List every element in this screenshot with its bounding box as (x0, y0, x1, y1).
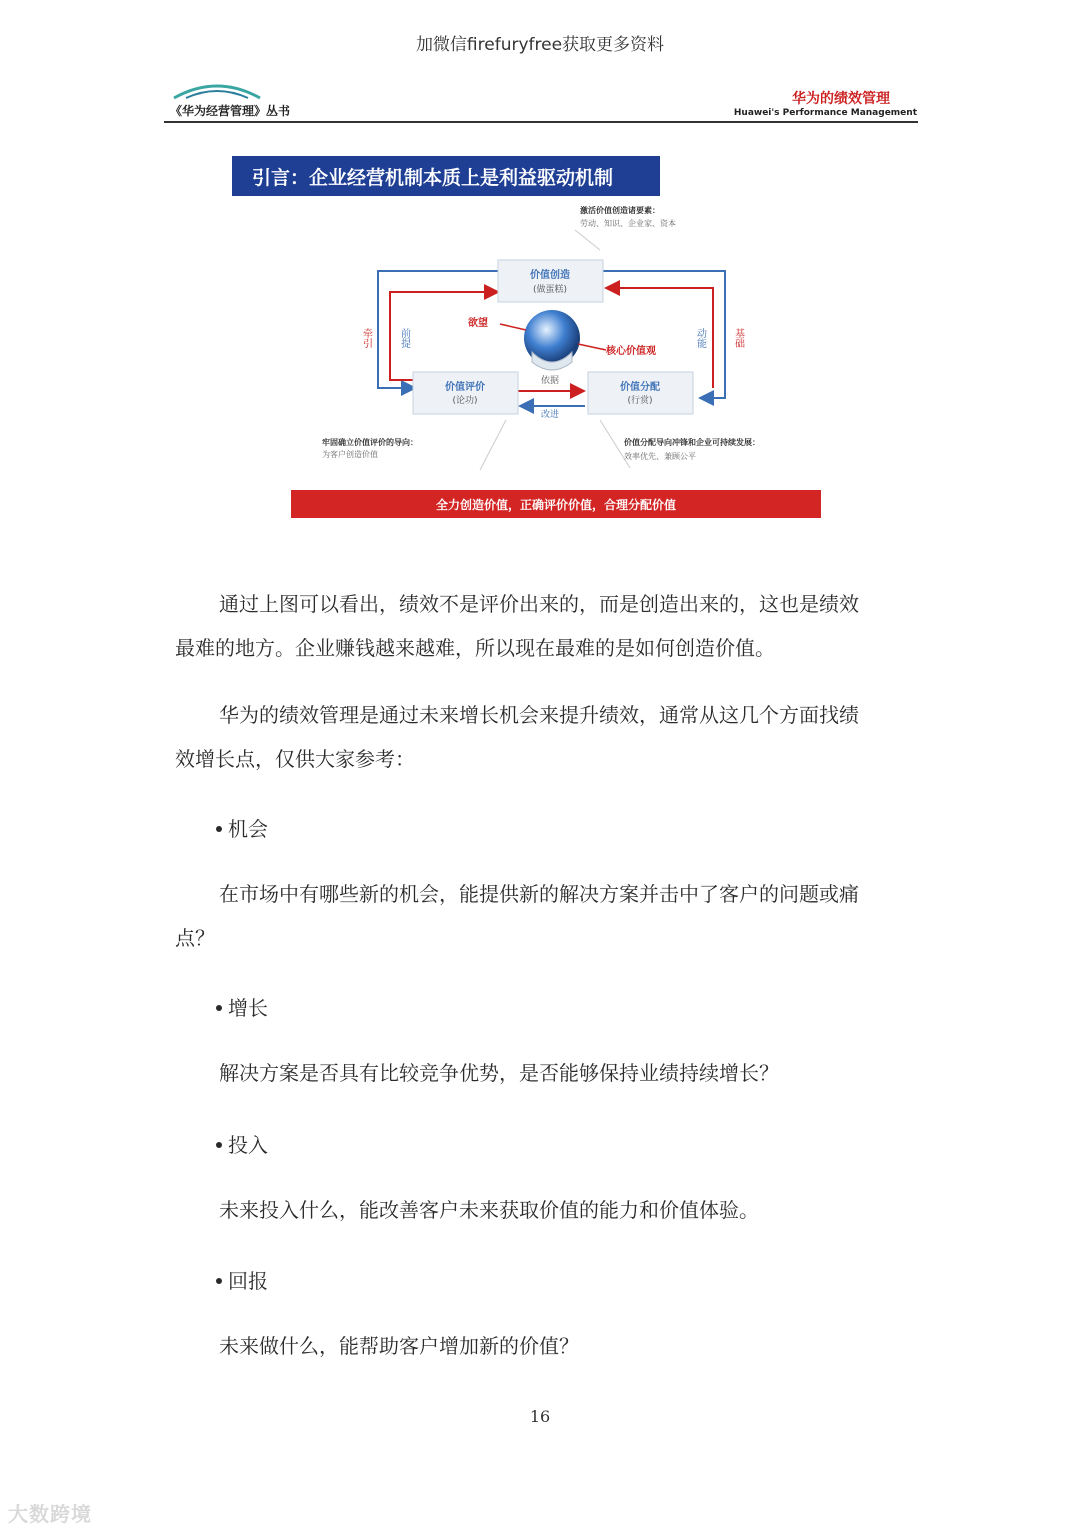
bottom-left-note-1: 牢固确立价值评价的导向： (322, 438, 418, 447)
diagram-banner: 全力创造价值，正确评价价值，合理分配价值 (435, 498, 677, 512)
box-value-distribution-sub: (行赏) (627, 396, 653, 406)
diagram-top-note-1: 激活价值创造诸要素： (580, 206, 660, 215)
investment-text (175, 1188, 915, 1232)
watermark-note: 加微信firefuryfree获取更多资料 (415, 35, 665, 55)
bullet-return (216, 1265, 268, 1294)
running-header-subtitle: Huawei's Performance Management (733, 108, 917, 118)
series-logo-icon (172, 80, 262, 100)
label-premise: 前提 (398, 328, 410, 348)
bullet-growth (216, 992, 268, 1021)
bullet-dot-icon (216, 826, 222, 832)
investment-text-line: 未来投入什么，能改善客户未来获取价值的能力和价值体验。 (219, 1198, 759, 1222)
bullet-opportunity-label: 机会 (228, 817, 268, 841)
opportunity-text (175, 872, 915, 960)
bullet-growth-label: 增长 (228, 996, 268, 1020)
paragraph-1-line-2: 最难的地方。企业赚钱越来越难，所以现在最难的是如何创造价值。 (175, 636, 775, 660)
paragraph-2-line-1: 华为的绩效管理是通过未来增长机会来提升绩效，通常从这几个方面找绩 (219, 703, 859, 727)
box-value-creation-label: 价值创造 (530, 270, 570, 281)
bullet-opportunity (216, 813, 268, 842)
bottom-right-note-2: 效率优先、兼顾公平 (624, 452, 696, 461)
page-number: 16 (529, 1407, 551, 1426)
bullet-investment-label: 投入 (228, 1133, 268, 1157)
paragraph-2-line-2: 效增长点，仅供大家参考： (175, 747, 415, 771)
growth-text (175, 1051, 915, 1095)
paragraph-1 (175, 582, 915, 670)
label-traction: 牵引 (360, 328, 372, 348)
bottom-right-note-1: 价值分配导向冲锋和企业可持续发展： (624, 438, 760, 447)
bullet-dot-icon (216, 1005, 222, 1011)
label-foundation: 基础 (732, 328, 744, 348)
bullet-dot-icon (216, 1278, 222, 1284)
return-text-line: 未来做什么，能帮助客户增加新的价值？ (219, 1334, 579, 1358)
diagram-top-note-2: 劳动、知识、企业家、资本 (580, 219, 676, 228)
box-value-evaluation-label: 价值评价 (445, 382, 485, 393)
label-core-value: 核心价值观 (606, 346, 656, 357)
value-chain-diagram (230, 150, 830, 530)
box-value-creation-sub: (做蛋糕) (532, 285, 568, 295)
header-rule (164, 121, 918, 123)
box-value-evaluation-sub: (论功) (452, 396, 478, 406)
running-header-left: 《华为经营管理》丛书 (170, 104, 291, 118)
box-value-distribution-label: 价值分配 (620, 382, 660, 393)
bullet-return-label: 回报 (228, 1269, 268, 1293)
running-header-title: 华为的绩效管理 (792, 91, 890, 107)
label-basis: 依据 (540, 376, 560, 386)
opportunity-text-line-2: 点？ (175, 926, 215, 950)
label-improve: 改进 (540, 410, 560, 420)
growth-text-line: 解决方案是否具有比较竞争优势，是否能够保持业绩持续增长？ (219, 1061, 779, 1085)
bullet-dot-icon (216, 1142, 222, 1148)
return-text (175, 1324, 915, 1368)
bullet-investment (216, 1129, 268, 1158)
bottom-left-note-2: 为客户创造价值 (322, 450, 378, 459)
diagram-title: 引言：企业经营机制本质上是利益驱动机制 (252, 167, 614, 189)
opportunity-text-line-1: 在市场中有哪些新的机会，能提供新的解决方案并击中了客户的问题或痛 (219, 882, 859, 906)
label-desire: 欲望 (468, 318, 488, 329)
paragraph-1-line-1: 通过上图可以看出，绩效不是评价出来的，而是创造出来的，这也是绩效 (219, 592, 859, 616)
label-momentum: 动能 (694, 328, 706, 348)
paragraph-2 (175, 693, 915, 781)
corner-watermark-logo: 大数跨境 (8, 1502, 92, 1526)
